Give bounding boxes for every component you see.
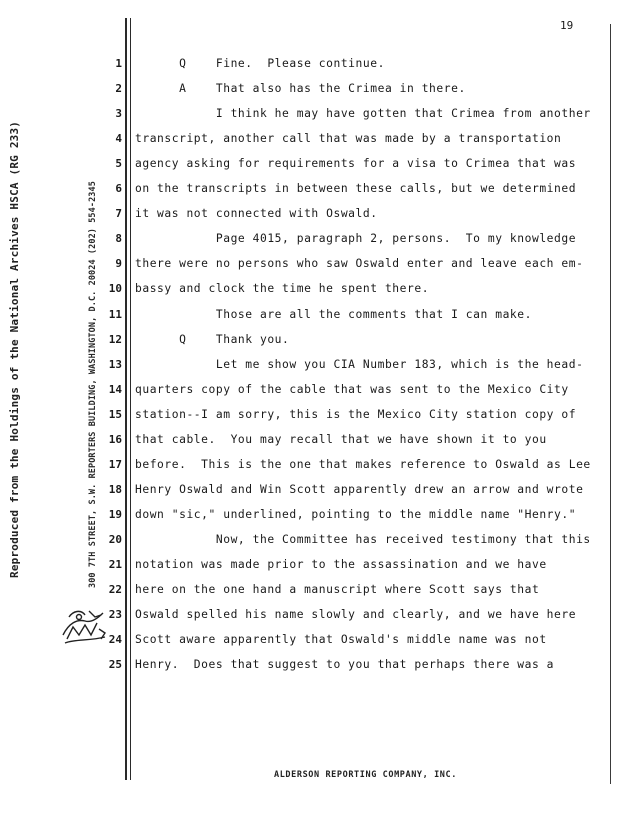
line-number: 3 [115,107,122,121]
line-number: 6 [115,182,122,196]
transcript-line-text: it was not connected with Oswald. [135,207,378,221]
line-number: 9 [115,257,122,271]
transcript-line-text: notation was made prior to the assassination and we have [135,558,547,571]
page-number: 19 [560,19,574,32]
line-number: 19 [108,507,122,521]
transcript-line-text: that cable. You may recall that we have shown it to you [135,432,547,446]
transcript-line-text: I think he may have gotten that Crimea from another [135,107,591,121]
line-number: 24 [108,633,122,647]
transcript-line-text: station--I am sorry, this is the Mexico City station copy of [135,407,577,421]
transcript-line-text: Page 4015, paragraph 2, persons. To my knowledge [135,232,577,246]
transcript-line-text: Q Fine. Please continue. [135,57,385,70]
transcript-line-text: Oswald spelled his name slowly and clearly, and we have here [135,608,577,622]
line-number: 1 [115,57,122,70]
transcript-line-text: Now, the Committee has received testimony that this [135,532,591,546]
line-number: 14 [108,382,122,396]
right-margin-line [610,24,611,784]
line-number: 25 [108,658,122,672]
transcript-line-text: A That also has the Crimea in there. [135,82,466,96]
transcript-line-text: there were no persons who saw Oswald enter and leave each em- [135,257,584,271]
transcript-line-text: on the transcripts in between these calls, but we determined [135,182,577,196]
transcript-line-text: agency asking for requirements for a visa to Crimea that was [135,157,577,171]
transcript-line-text: Henry Oswald and Win Scott apparently drew an arrow and wrote [135,482,584,496]
line-number: 15 [108,407,122,421]
footer-company-name: ALDERSON REPORTING COMPANY, INC. [274,770,457,780]
line-number: 5 [115,157,122,171]
line-number: 20 [108,532,122,546]
line-number: 18 [108,482,122,496]
line-number: 23 [108,608,122,622]
transcript-line-text: Henry. Does that suggest to you that perhaps there was a [135,658,555,672]
line-number: 22 [108,583,122,597]
transcript-line-text: Let me show you CIA Number 183, which is the head- [135,357,584,371]
line-number: 12 [108,332,122,346]
line-number: 21 [108,558,122,571]
transcript-line-text: Scott aware apparently that Oswald's middle name was not [135,633,547,647]
transcript-line-text: Those are all the comments that I can make. [135,307,532,321]
line-number: 10 [108,282,122,296]
reporting-company-logo-icon [59,605,109,647]
line-number: 16 [108,432,122,446]
line-number: 17 [108,457,122,471]
line-number: 8 [115,232,122,246]
left-margin-line [125,18,127,780]
transcript-line-text: transcript, another call that was made by a transportation [135,132,562,146]
reporter-address-note: 300 7TH STREET, S.W. REPORTERS BUILDING, WASHINGTON, D.C. 20024 (202) 554-2345 [88,181,98,588]
left-margin-line-inner [130,18,131,780]
transcript-line-text: down "sic," underlined, pointing to the middle name "Henry." [135,507,577,521]
line-number: 7 [115,207,122,221]
line-number: 13 [108,357,122,371]
line-number: 4 [115,132,122,146]
transcript-line-text: Q Thank you. [135,332,290,346]
archive-reproduction-note: Reproduced from the Holdings of the National Archives HSCA (RG 233) [8,120,21,578]
transcript-line-text: quarters copy of the cable that was sent to the Mexico City [135,382,569,396]
transcript-line-text: here on the one hand a manuscript where Scott says that [135,583,540,597]
transcript-line-text: bassy and clock the time he spent there. [135,282,430,296]
line-number: 11 [108,307,122,321]
transcript-line-text: before. This is the one that makes reference to Oswald as Lee [135,457,591,471]
line-number: 2 [115,82,122,96]
